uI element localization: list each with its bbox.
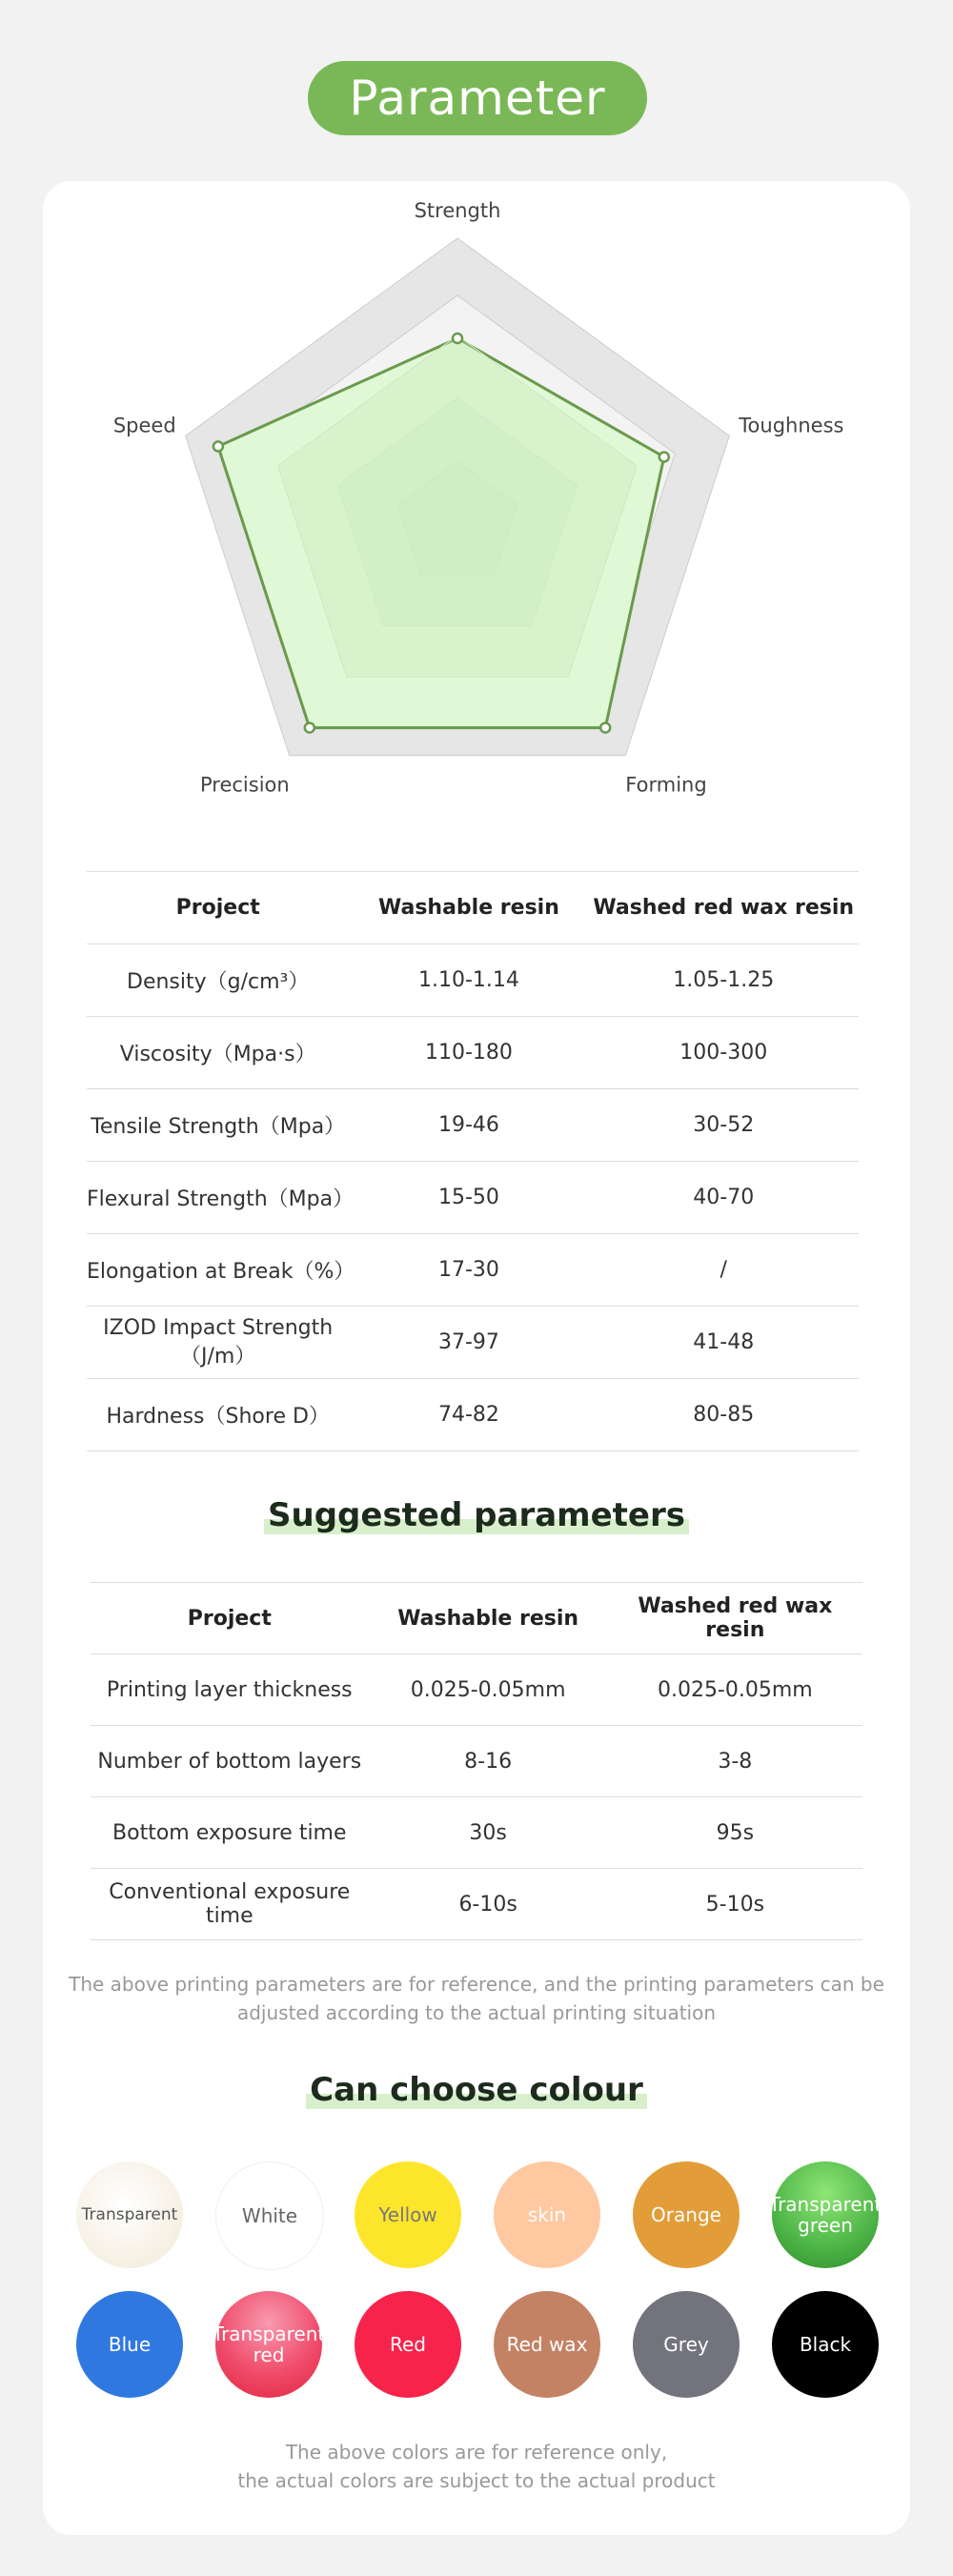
table-row [91, 1726, 862, 1797]
row-label: Printing layer thickness [91, 1654, 369, 1726]
row-value: 17-30 [349, 1234, 588, 1307]
row-label: Flexural Strength（Mpa） [87, 1162, 349, 1234]
row-value: 1.10-1.14 [349, 944, 588, 1017]
row-label: Bottom exposure time [91, 1797, 369, 1869]
suggested-parameters-heading [43, 1496, 910, 1534]
radar-point-precision [305, 723, 314, 733]
header-red-wax-resin: Washed red wax resin [588, 872, 859, 944]
table-row [87, 1017, 859, 1089]
note-line: adjusted according to the actual printing situation [236, 2001, 717, 2024]
table-row [87, 1089, 859, 1162]
colour-swatch-label: Transparent [81, 2205, 178, 2224]
colour-swatch-grey [633, 2291, 740, 2398]
colour-swatch-transparent-red [212, 2291, 326, 2398]
properties-table [87, 871, 859, 1451]
colour-swatch-red [355, 2291, 461, 2398]
table-row [91, 1869, 862, 1940]
colour-swatch-black [772, 2291, 879, 2398]
row-value: 30s [369, 1797, 608, 1869]
radar-point-speed [213, 441, 223, 451]
colour-swatch-label: Transparent green [768, 2193, 882, 2237]
row-value: 110-180 [349, 1017, 588, 1089]
row-value: 3-8 [608, 1726, 862, 1797]
row-label: Hardness（Shore D） [87, 1379, 349, 1451]
row-value: 0.025-0.05mm [608, 1654, 862, 1726]
colour-heading [43, 2071, 910, 2109]
header-project: Project [87, 872, 349, 944]
row-label: Elongation at Break（%） [87, 1234, 349, 1307]
colour-swatch-blue [76, 2291, 183, 2398]
note-line: The above printing parameters are for reference, and the printing parameters can be [69, 1973, 884, 1996]
colour-note [43, 2438, 910, 2495]
colour-swatch-label: Transparent red [212, 2322, 326, 2366]
table-row [87, 1234, 859, 1307]
page-title: Parameter [308, 61, 647, 135]
row-value: 15-50 [349, 1162, 588, 1234]
row-value: 8-16 [369, 1726, 608, 1797]
colour-swatch-label: Yellow [378, 2203, 437, 2226]
row-label: Tensile Strength（Mpa） [87, 1089, 349, 1162]
radar-label-precision: Precision [199, 773, 290, 797]
colour-swatch-label: Grey [663, 2333, 709, 2356]
radar-point-toughness [659, 453, 669, 462]
colour-swatch-transparent-green [768, 2161, 882, 2268]
row-value: 1.05-1.25 [588, 944, 859, 1017]
radar-label-toughness: Toughness [739, 414, 844, 437]
radar-label-strength: Strength [414, 199, 501, 222]
row-value: 80-85 [588, 1379, 859, 1451]
table-row [87, 944, 859, 1017]
row-value: 5-10s [608, 1869, 862, 1940]
table-row [91, 1797, 862, 1869]
colour-swatch-label: Blue [108, 2333, 152, 2356]
row-value: 0.025-0.05mm [369, 1654, 608, 1726]
colour-swatch-label: Black [799, 2333, 852, 2356]
header-washable-resin: Washable resin [369, 1583, 608, 1654]
row-value: 74-82 [349, 1379, 588, 1451]
table-header-row [87, 872, 859, 944]
table-row [91, 1654, 862, 1726]
row-value: 95s [608, 1797, 862, 1869]
row-label: Number of bottom layers [91, 1726, 369, 1797]
radar-label-forming: Forming [625, 773, 707, 797]
table-row [87, 1379, 859, 1451]
table-row [87, 1162, 859, 1234]
colour-swatch-white [215, 2161, 324, 2270]
note-line: the actual colors are subject to the actual product [237, 2469, 716, 2492]
row-value: 30-52 [588, 1089, 859, 1162]
row-value: 37-97 [349, 1307, 588, 1379]
colour-swatch-red-wax [494, 2291, 600, 2398]
colour-swatch-transparent [76, 2161, 183, 2268]
colour-swatch-label: Red wax [506, 2333, 588, 2356]
row-value: / [588, 1234, 859, 1307]
row-value: 6-10s [369, 1869, 608, 1940]
row-label: IZOD Impact Strength（J/m） [87, 1307, 349, 1379]
colour-swatch-skin [494, 2161, 600, 2268]
colour-swatch-yellow [355, 2161, 461, 2268]
content-card [43, 181, 910, 2535]
note-line: The above colors are for reference only, [285, 2441, 668, 2464]
colour-swatch-label: Orange [651, 2203, 721, 2226]
radar-label-speed: Speed [112, 414, 176, 437]
row-value: 100-300 [588, 1017, 859, 1089]
colour-swatch-label: Red [390, 2333, 426, 2356]
row-label: Viscosity（Mpa·s） [87, 1017, 349, 1089]
header-washable-resin: Washable resin [349, 872, 588, 944]
row-value: 19-46 [349, 1089, 588, 1162]
header-project: Project [91, 1583, 369, 1654]
colour-title: Can choose colour [306, 2071, 647, 2109]
table-row [87, 1307, 859, 1379]
header-red-wax-resin: Washed red wax resin [608, 1583, 862, 1654]
suggested-parameters-title: Suggested parameters [264, 1496, 689, 1534]
radar-point-strength [453, 334, 462, 343]
row-value: 41-48 [588, 1307, 859, 1379]
colour-swatch-orange [633, 2161, 740, 2268]
radar-chart [43, 181, 910, 829]
row-value: 40-70 [588, 1162, 859, 1234]
printing-parameters-note [43, 1970, 910, 2027]
row-label: Conventional exposure time [91, 1869, 369, 1940]
radar-point-forming [600, 723, 610, 733]
suggested-parameters-table [91, 1582, 862, 1940]
colour-swatch-label: White [241, 2204, 298, 2227]
row-label: Density（g/cm³） [87, 944, 349, 1017]
table-header-row [91, 1583, 862, 1654]
colour-swatch-label: skin [527, 2203, 567, 2226]
